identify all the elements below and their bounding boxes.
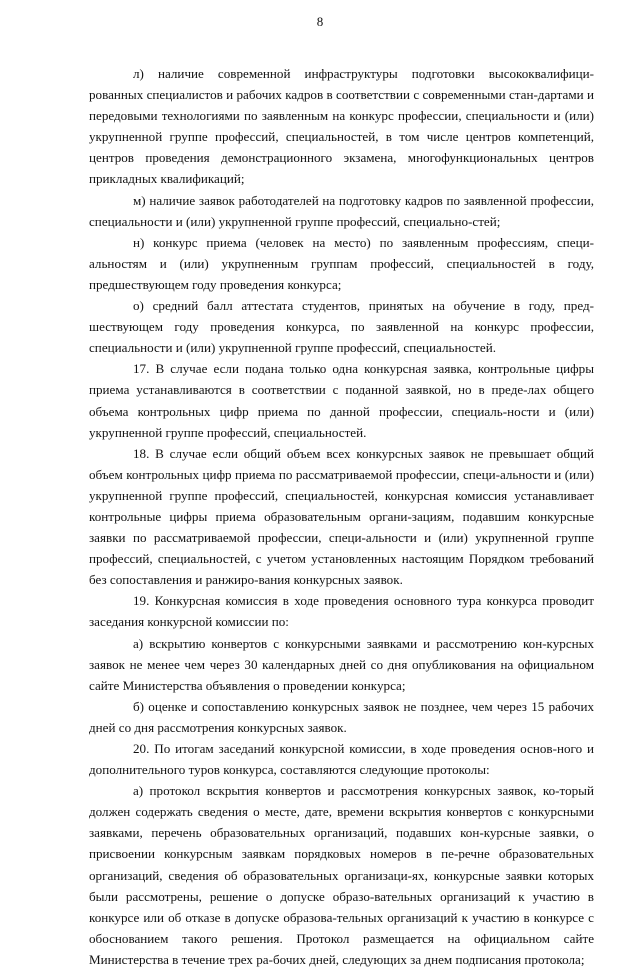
paragraph-item-m: м) наличие заявок работодателей на подготовку кадров по заявленной профессии, специальности и (или) укрупненной группе профессий, специально-стей;: [89, 192, 594, 229]
paragraph-clause-18: 18. В случае если общий объем всех конкурсных заявок не превышает общий объем контрольных цифр приема по рассматриваемой профессии, специ-альности и (или) укрупненной группе профессий, специальностей, конкурсная комиссия устанавливает контрольные цифры приема образовательным органи-зациям, подавшим конкурсные заявки по рассматриваемой профессии, специ-альности и (или) укрупненной группе профессий, специальностей, с учетом установленных настоящим Порядком требований без сопоставления и ранжиро-вания конкурсных заявок.: [89, 445, 594, 588]
paragraph-clause-17: 17. В случае если подана только одна конкурсная заявка, контрольные цифры приема устанавливаются в соответствии с поданной заявкой, но в преде-лах общего объема контрольных цифр приема по данной профессии, специаль-ности и (или) укрупненной группе профессий, специальностей.: [89, 361, 594, 440]
paragraph-clause-19: 19. Конкурсная комиссия в ходе проведения основного тура конкурса проводит заседания конкурсной комиссии по:: [89, 593, 594, 630]
paragraph-clause-19-b: б) оценке и сопоставлению конкурсных заявок не позднее, чем через 15 рабочих дней со дня рассмотрения конкурсных заявок.: [89, 698, 594, 735]
document-body: [89, 63, 594, 970]
paragraph-clause-19-a: а) вскрытию конвертов с конкурсными заявками и рассмотрению кон-курсных заявок не менее чем через 30 календарных дней со дня опубликования на официальном сайте Министерства объявления о проведении конкурса;: [89, 635, 594, 693]
paragraph-item-o: о) средний балл аттестата студентов, принятых на обучение в году, пред-шествующем году проведения конкурса, по заявленной на конкурс профессии, специальности и (или) укрупненной группе профессий, специальностей.: [89, 298, 594, 356]
paragraph-clause-20-a: а) протокол вскрытия конвертов и рассмотрения конкурсных заявок, ко-торый должен содержать сведения о месте, дате, времени вскрытия конвертов с конкурсными заявками, перечень образовательных организаций, подавших кон-курсные заявки, о присвоении конкурсным заявкам порядковых номеров в пе-речне образовательных организаций, сведения об образовательных организаци-ях, конкурсные заявки которых были рассмотрены, решение о допуске образо-вательных организаций к участию в конкурсе или об отказе в допуске образова-тельных организаций к участию в конкурсе с обоснованием такого решения. Протокол размещается на официальном сайте Министерства в течение трех ра-бочих дней, следующих за днем подписания протокола;: [89, 783, 594, 967]
paragraph-item-l: л) наличие современной инфраструктуры подготовки высококвалифици-рованных специалистов и рабочих кадров в соответствии с современными стан-дартами и передовыми технологиями по заявленным на конкурс профессии, специальности и (или) укрупненной группе профессий, специальностей, в том числе центров компетенций, центров проведения демонстрационного экзамена, многофункциональных центров прикладных квалификаций;: [89, 66, 594, 187]
paragraph-clause-20: 20. По итогам заседаний конкурсной комиссии, в ходе проведения основ-ного и дополнительного туров конкурса, составляются следующие протоколы:: [89, 741, 594, 778]
paragraph-item-n: н) конкурс приема (человек на место) по заявленным профессиям, специ-альностям и (или) укрупненным группам профессий, специальностей в году, предшествующем году проведения конкурса;: [89, 234, 594, 292]
page-number: 8: [316, 14, 324, 29]
